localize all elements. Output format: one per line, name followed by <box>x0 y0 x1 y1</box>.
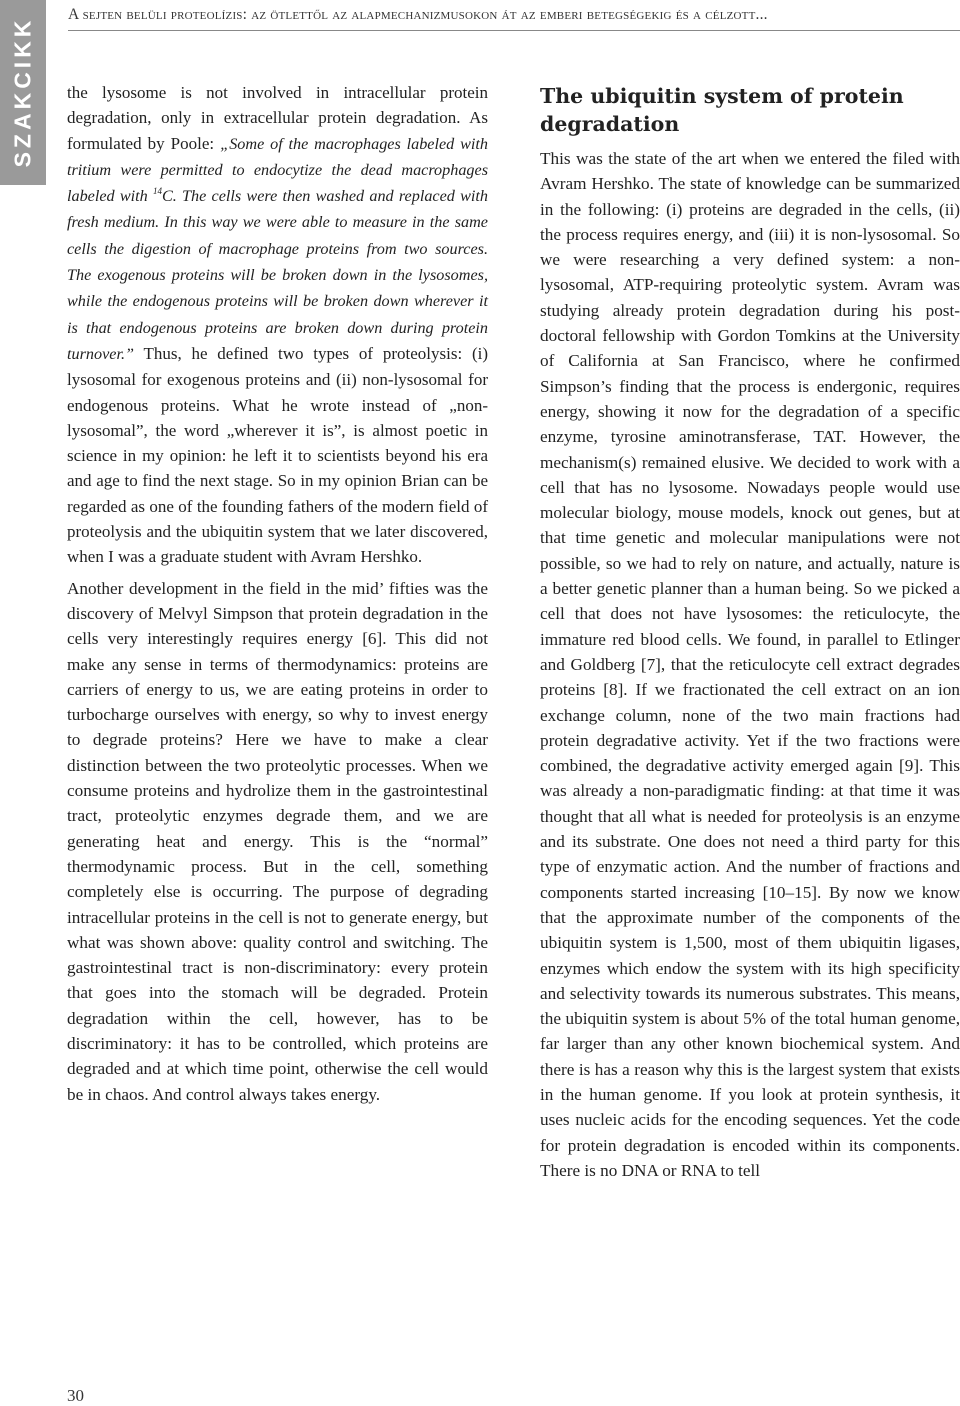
poole-quote <box>67 135 488 363</box>
section-side-tab <box>0 0 46 185</box>
page-number: 30 <box>67 1386 84 1405</box>
paragraph-poole <box>67 80 488 570</box>
quote-text: „Some of the macrophages labeled with tritium were permitted to endocytize the dead macrophages labeled with <box>67 134 488 206</box>
section-title: The ubiquitin system of protein degradation <box>540 84 904 136</box>
isotope-superscript: 14 <box>152 186 162 197</box>
right-column <box>540 82 960 1189</box>
paragraph-text: Thus, he defined two types of proteolysis: (i) lysosomal for exogenous proteins and (ii) non-lysosomal for endogenous proteins. What he wrote instead of „non-lysosomal”, the word „wherever it is”, is almost poetic in science in my opinion: he left it to scientists beyond his era and age to find the next stage. So in my opinion Brian can be regarded as one of the founding fathers of the modern field of proteolysis and the ubiquitin system that we later discovered, when I was a graduate student with Avram Hershko. <box>67 343 488 567</box>
left-column <box>67 80 488 1113</box>
paragraph-ubiquitin-system: This was the state of the art when we entered the filed with Avram Hershko. The state of knowledge can be summarized in the following: (i) proteins are degraded in the cells, (ii) the process requires energy, and (iii) it is non-lysosomal. So we were researching a very defined system: a non-lysosomal, ATP-requiring proteolytic system. Avram was studying already protein degradation during his post-doctoral fellowship with Gordon Tomkins at the University of California at San Francisco, where he confirmed Simpson’s finding that the process is endergonic, requires energy, showing it now for the degradation of a specific enzyme, tyrosine aminotransferase, TAT. However, the mechanism(s) remained elusive. We decided to work with a cell that has no lysosome. Nowadays people would use molecular biology, mouse models, knock out genes, but at that time genetic and molecular manipulations were not possible, so we had to rely on nature, and actually, nature is a better genetic planner than a human being. So we picked a cell that does not have lysosomes: the reticulocyte, the immature red blood cells. We found, in parallel to Etlinger and Goldberg [7], that the reticulocyte cell extract degrades proteins [8]. If we fractionated the cell extract on an ion exchange column, none of the two main fractions had protein degradative activity. Yet if the two fractions were combined, the degradative activity emerged again [9]. This was already a non-paradigmatic finding: at that time it was thought that all what is needed for proteolysis is an enzyme and its substrate. One does not need a third party for this type of enzymatic action. And the number of fractions and components started increasing [10–15]. By now we know that the approximate number of the components of the ubiquitin system is 1,500, most of them ubiquitin ligases, enzymes which endow the system with its high specificity and selectivity towards its numerous substrates. This means, the ubiquitin system is about 5% of the total human genome, far larger than any other known biochemical system. And there is has a reason why this is the largest system that exists in the human genome. If you look at protein synthesis, it uses nucleic acids for the encoding sequences. Yet the code for protein degradation is encoded within its components. There is no DNA or RNA to tell <box>540 149 960 1180</box>
header-rule <box>68 30 960 31</box>
paragraph-text: the lysosome is not involved in intracellular protein degradation, only in extracellular protein degradation. As formulated by Poole: <box>67 83 488 153</box>
paragraph-simpson: Another development in the field in the mid’ fifties was the discovery of Melvyl Simpson that protein degradation in the cells very interestingly requires energy [6]. This did not make any sense in terms of thermodynamics: proteins are carriers of energy to us, we are eating proteins in order to turbocharge ourselves with energy, so why to invest energy to degrade proteins? Here we have to make a clear distinction between the two proteolytic processes. When we consume proteins and hydrolize them in the gastrointestinal tract, proteolytic enzymes degrade them, and we are generating heat and energy. This is the “normal” thermodynamic process. But in the cell, something completely else is occurring. The purpose of degrading intracellular proteins in the cell is not to generate energy, but what was shown above: quality control and switching. The gastrointestinal tract is non-discriminatory: every protein that goes into the stomach will be degraded. Protein degradation within the cell, however, has to be discriminatory: it has to be controlled, which proteins are degraded and at which time point, otherwise the cell would be in chaos. And control always takes energy. <box>67 578 488 1104</box>
section-side-tab-label: SZAKCIKK <box>9 16 36 168</box>
quote-text: C. The cells were then washed and replaced with fresh medium. In this way we were able to measure in the same cells the digestion of macrophage proteins from two sources. The exogenous proteins will be broken down in the lysosomes, while the endogenous proteins will be broken down wherever it is that endogenous proteins are broken down during protein turnover.” <box>67 187 488 363</box>
running-header: A sejten belüli proteolízis: az ötlettől az alapmechanizmusokon át az emberi betegségekig és a célzott... <box>68 6 768 23</box>
